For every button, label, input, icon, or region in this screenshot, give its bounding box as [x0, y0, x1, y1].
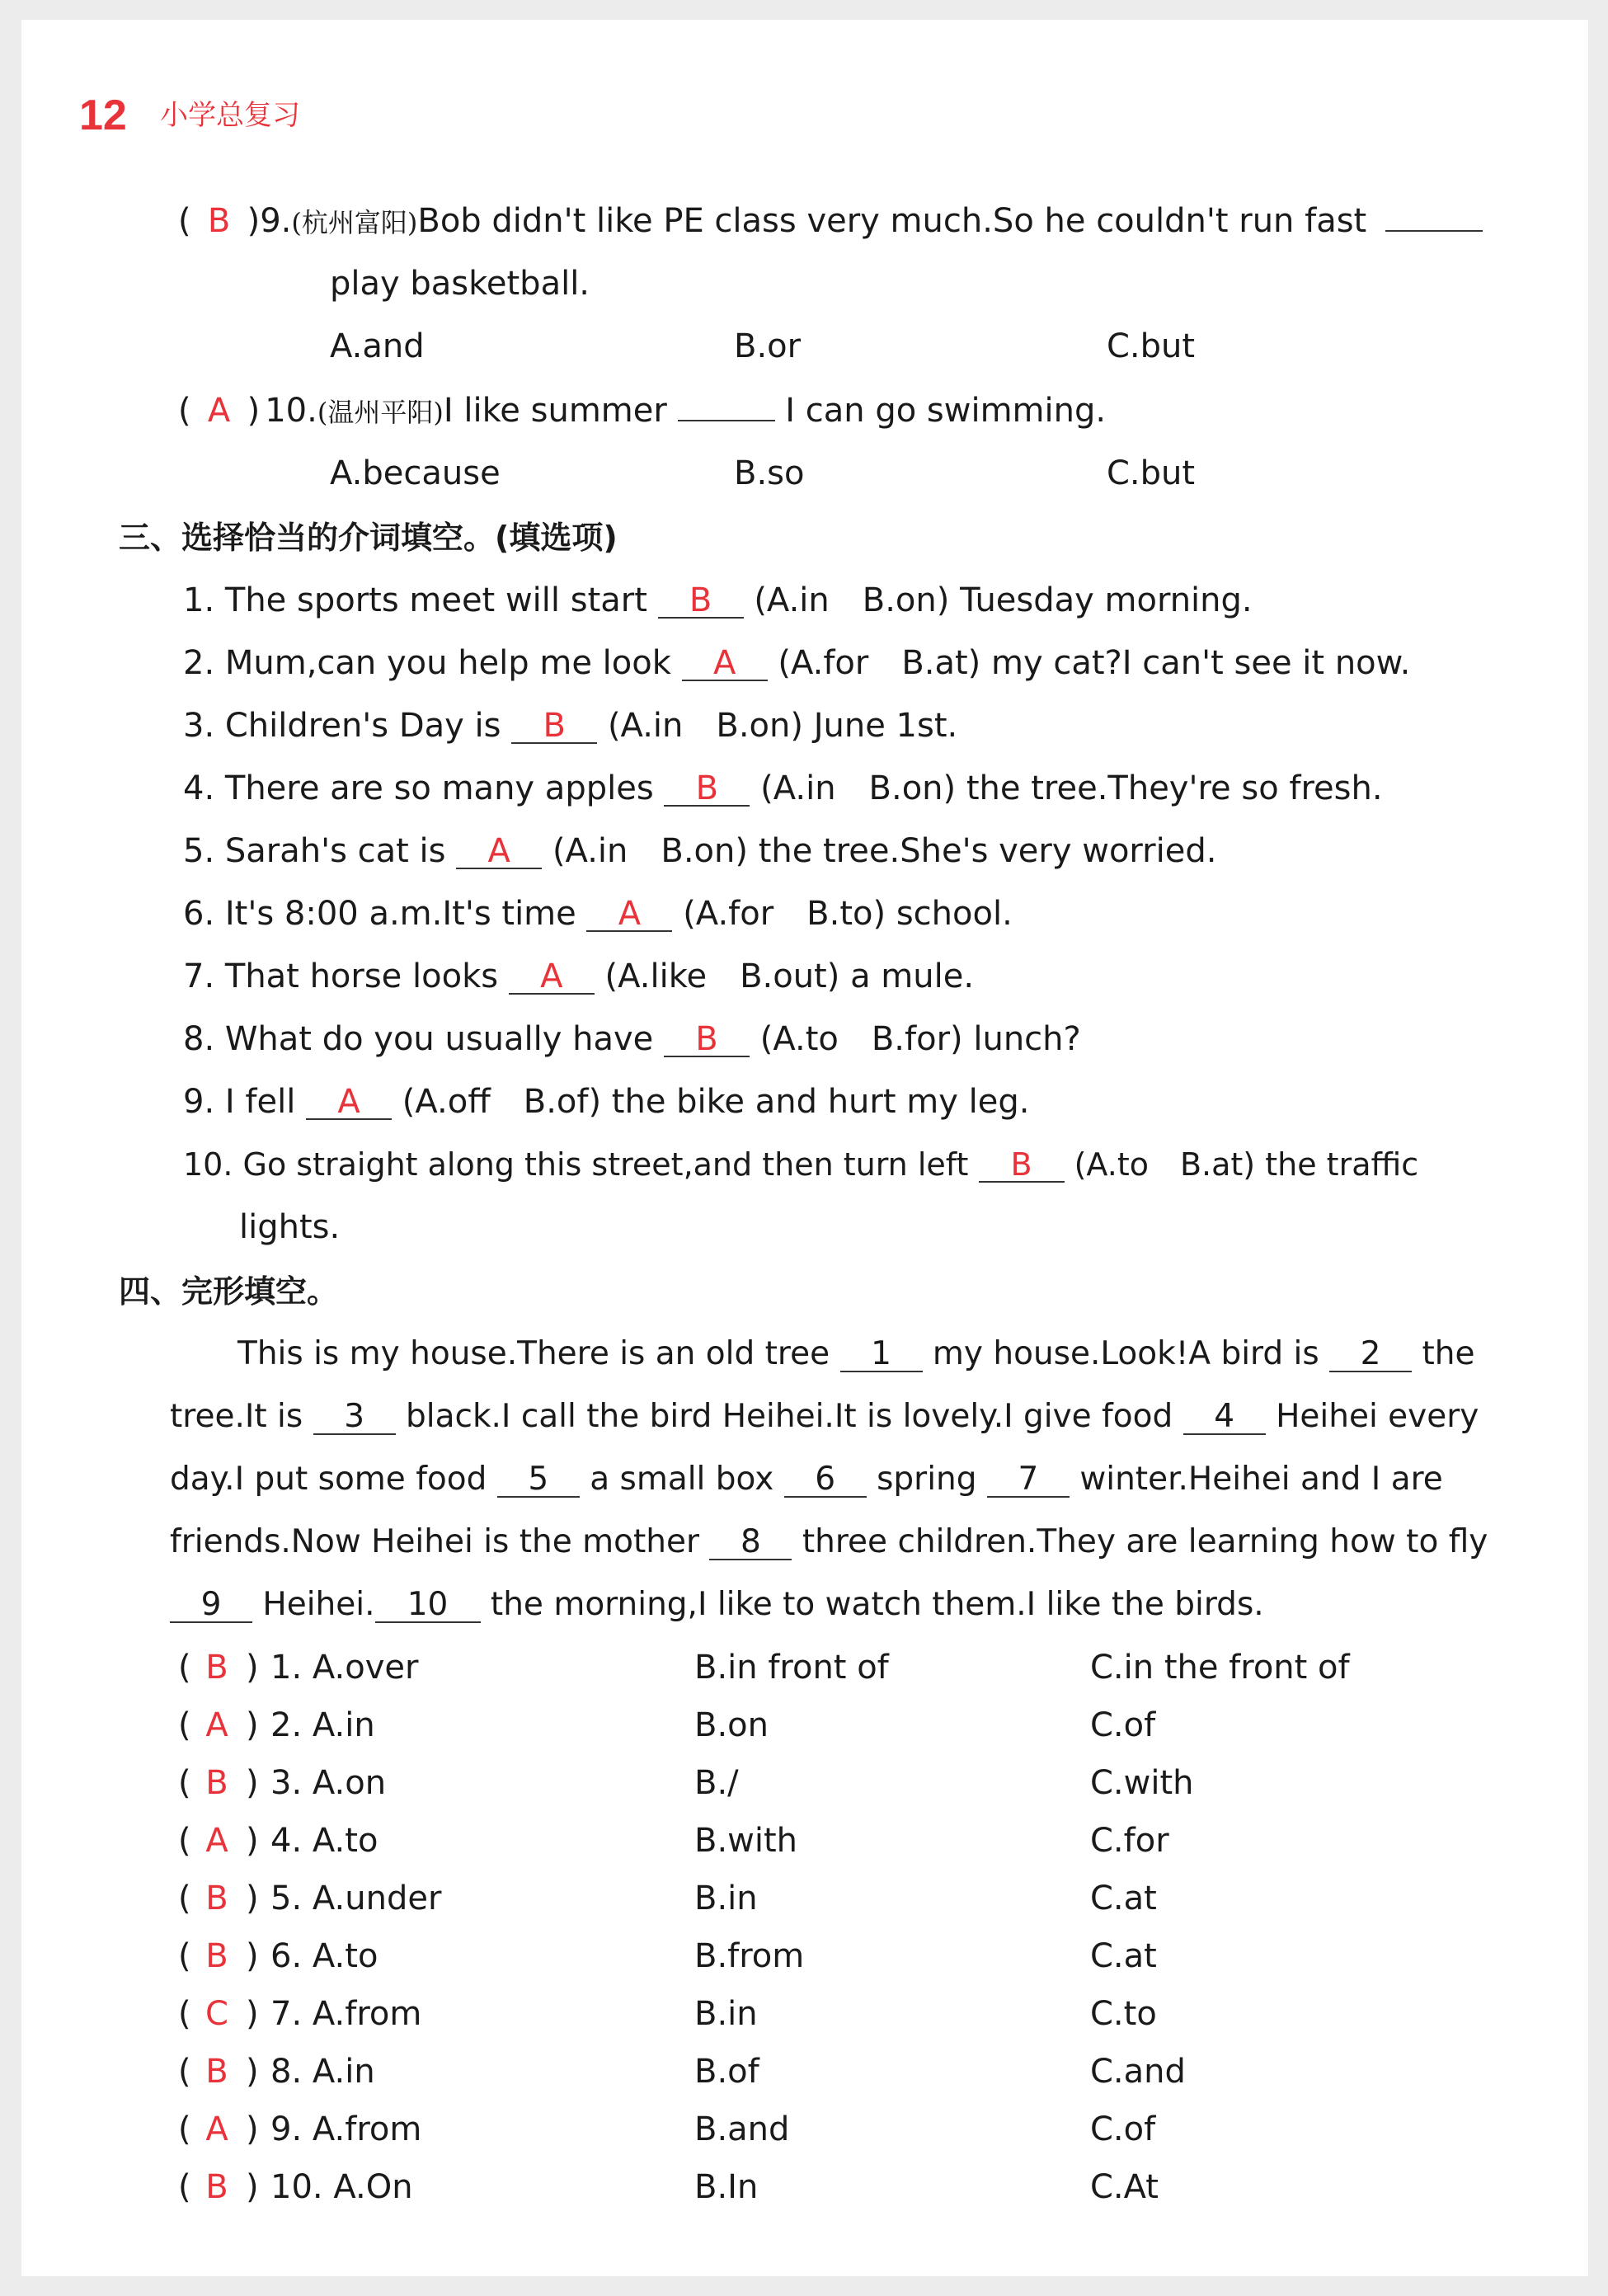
book-title: 小学总复习 [160, 99, 300, 132]
fill-item: 1. The sports meet will start B (A.in B.on) Tuesday morning. [183, 581, 1253, 619]
option-c: C.at [1090, 1880, 1157, 1917]
question-row: ( B )9.(杭州富阳)Bob didn't like PE class very much.So he couldn't run fast [178, 201, 1483, 242]
option-b: B.on [694, 1706, 769, 1744]
option-a: 7. A.from [270, 1995, 422, 2033]
answer-blank[interactable]: B [664, 772, 750, 807]
answer-blank[interactable]: A [306, 1085, 392, 1120]
passage-line: 9 Heihei. 10 the morning,I like to watch them.I like the birds. [170, 1585, 1264, 1625]
source-tag: (杭州富阳) [291, 207, 418, 238]
option-a: 1. A.over [270, 1649, 419, 1687]
answer-blank[interactable] [678, 420, 775, 421]
option-b: B.in [694, 1880, 758, 1917]
answer-blank[interactable]: A [586, 897, 672, 932]
option-a: 4. A.to [270, 1822, 378, 1860]
answer-blank[interactable]: A [456, 835, 542, 869]
fill-item: 6. It's 8:00 a.m.It's time A (A.for B.to) school. [183, 895, 1013, 933]
fill-item: 4. There are so many apples B (A.in B.on) the tree.They're so fresh. [183, 769, 1383, 807]
question-text-cont: play basketball. [330, 265, 590, 303]
option-b: B.and [694, 2110, 790, 2148]
section-heading-3: 三、选择恰当的介词填空。(填选项) [119, 520, 618, 556]
passage-line: This is my house.There is an old tree 1 my house.Look!A bird is 2 the [237, 1335, 1475, 1372]
fill-item: 7. That horse looks A (A.like B.out) a mule. [183, 957, 975, 995]
passage-blank[interactable]: 6 [784, 1463, 867, 1498]
passage-blank[interactable]: 10 [375, 1588, 481, 1623]
option-a: 2. A.in [270, 1706, 375, 1744]
answer-mark: A [205, 2110, 228, 2148]
option-a: 6. A.to [270, 1937, 378, 1975]
option-b: B.of [694, 2053, 759, 2091]
answer-mark: B [205, 1649, 228, 1687]
question-row: ( A ) 10.(温州平阳)I like summer I can go swimming. [178, 392, 1107, 430]
option-b: B.In [694, 2168, 759, 2206]
passage-blank[interactable]: 2 [1329, 1338, 1412, 1372]
fill-item: 10. Go straight along this street,and then turn left B (A.to B.at) the traffic [183, 1146, 1419, 1183]
answer-blank[interactable]: A [682, 647, 768, 681]
option-c: C.but [1107, 454, 1196, 492]
option-c: C.At [1090, 2168, 1159, 2206]
passage-blank[interactable]: 3 [313, 1400, 396, 1435]
option-c: C.but [1107, 327, 1196, 365]
option-c: C.at [1090, 1937, 1157, 1975]
option-c: C.to [1090, 1995, 1157, 2033]
option-a: A.because [330, 454, 501, 492]
option-a: 10. A.On [270, 2168, 413, 2206]
answer-blank[interactable]: A [509, 960, 595, 995]
passage-blank[interactable]: 5 [497, 1463, 580, 1498]
passage-line: day.I put some food 5 a small box 6 spring 7 winter.Heihei and I are [170, 1461, 1443, 1498]
answer-blank[interactable]: B [664, 1023, 750, 1057]
answer-mark: C [205, 1995, 228, 2033]
worksheet-page: 12 小学总复习 ( B )9.(杭州富阳)Bob didn't like PE class very much.So he couldn't run fast play basketball. A.and B.or C.but ( A ) 10.(温州平阳)I like summer I can go swimming. A.because B.so C.but 三、选择恰当的介词填空。(填选项) 1. The sports meet will start B (A.in B.on) Tuesday morning. 2. Mum,can you help me look A (A.for B.at) my cat?I can't see it now. 3. Children's Day is B (A.in B.on) June 1st. 4. There are so many apples B (A.in B.on) the tree.They're so fresh. 5. Sarah's cat is A (A.in B.on) the tree.She's very worried. 6. It's 8:00 a.m.It's time A (A.for B.to) school. 7. That horse looks A (A.like B.out) a mule. 8. What do you usually have B (A.to B.for) lunch? 9. I fell A (A.off B.of) the bike and hurt my leg. 10. Go straight along this street,and then turn left B (A.to B.at) the traffic lights. 四、完形填空。 This is my house.There is an old tree 1 my house.Look!A bird is 2 the tree.It is 3 black.I call the bird Heihei.It is lovely.I give food 4 Heihei every day.I put some food 5 a small box 6 spring 7 winter.Heihei and I are friends.Now Heihei is the mother 8 three children.They are learning how to fly 9 Heihei. 10 the morning,I like to watch them.I like the birds. ( B ) 1. A.over B.in front of C.in the front of ( A ) 2. A.in B.on C.of ( B ) 3. A.on B./ C.with ( A ) 4. A.to B.with C.for ( B ) 5. A.under B.in C.at ( B ) 6. A.to B.from C.at ( C ) 7. A.from B.in C.to ( B ) 8. A.in B.of C.and ( A ) 9. A.from B.and C.of ( B ) 10. A.On B.In C.At [21, 20, 1588, 2276]
option-b: B.or [734, 327, 802, 365]
answer-blank[interactable]: B [511, 709, 597, 744]
question-text: Bob didn't like PE class very much.So he couldn't run fast [417, 202, 1367, 240]
option-c: C.of [1090, 2110, 1156, 2148]
answer-blank[interactable]: B [658, 584, 744, 619]
option-a: A.and [330, 327, 425, 365]
option-a: 9. A.from [270, 2110, 422, 2148]
fill-item: 2. Mum,can you help me look A (A.for B.at) my cat?I can't see it now. [183, 644, 1411, 682]
passage-blank[interactable]: 8 [709, 1526, 792, 1560]
answer-mark: A [207, 392, 231, 430]
option-a: 5. A.under [270, 1880, 442, 1917]
passage-blank[interactable]: 9 [170, 1588, 252, 1623]
passage-blank[interactable]: 1 [840, 1338, 923, 1372]
source-tag: (温州平阳) [317, 397, 444, 428]
option-b: B.so [734, 454, 805, 492]
option-c: C.for [1090, 1822, 1169, 1860]
option-c: C.with [1090, 1764, 1194, 1802]
fill-item-cont: lights. [239, 1208, 341, 1246]
answer-mark: B [205, 1937, 228, 1975]
answer-mark: A [205, 1706, 228, 1744]
option-b: B.from [694, 1937, 805, 1975]
option-c: C.in the front of [1090, 1649, 1350, 1687]
passage-blank[interactable]: 4 [1183, 1400, 1266, 1435]
fill-item: 3. Children's Day is B (A.in B.on) June 1st. [183, 707, 958, 745]
option-a: 3. A.on [270, 1764, 387, 1802]
passage-line: friends.Now Heihei is the mother 8 three children.They are learning how to fly [170, 1523, 1488, 1560]
option-b: B.in [694, 1995, 758, 2033]
answer-mark: B [205, 2168, 228, 2206]
answer-blank[interactable]: B [979, 1148, 1065, 1183]
answer-blank[interactable] [1385, 230, 1483, 232]
option-c: C.and [1090, 2053, 1186, 2091]
fill-item: 8. What do you usually have B (A.to B.for) lunch? [183, 1020, 1081, 1058]
section-heading-4: 四、完形填空。 [119, 1273, 339, 1310]
option-b: B./ [694, 1764, 739, 1802]
answer-mark: B [205, 1880, 228, 1917]
page-number: 12 [79, 92, 127, 139]
answer-mark: A [205, 1822, 228, 1860]
option-b: B.in front of [694, 1649, 889, 1687]
option-a: 8. A.in [270, 2053, 375, 2091]
answer-mark: B [205, 2053, 228, 2091]
answer-mark: B [207, 202, 231, 240]
option-c: C.of [1090, 1706, 1156, 1744]
passage-line: tree.It is 3 black.I call the bird Heihei.It is lovely.I give food 4 Heihei every [170, 1398, 1479, 1435]
option-b: B.with [694, 1822, 798, 1860]
answer-mark: B [205, 1764, 228, 1802]
passage-blank[interactable]: 7 [987, 1463, 1070, 1498]
fill-item: 9. I fell A (A.off B.of) the bike and hurt my leg. [183, 1083, 1030, 1121]
fill-item: 5. Sarah's cat is A (A.in B.on) the tree.She's very worried. [183, 832, 1217, 870]
